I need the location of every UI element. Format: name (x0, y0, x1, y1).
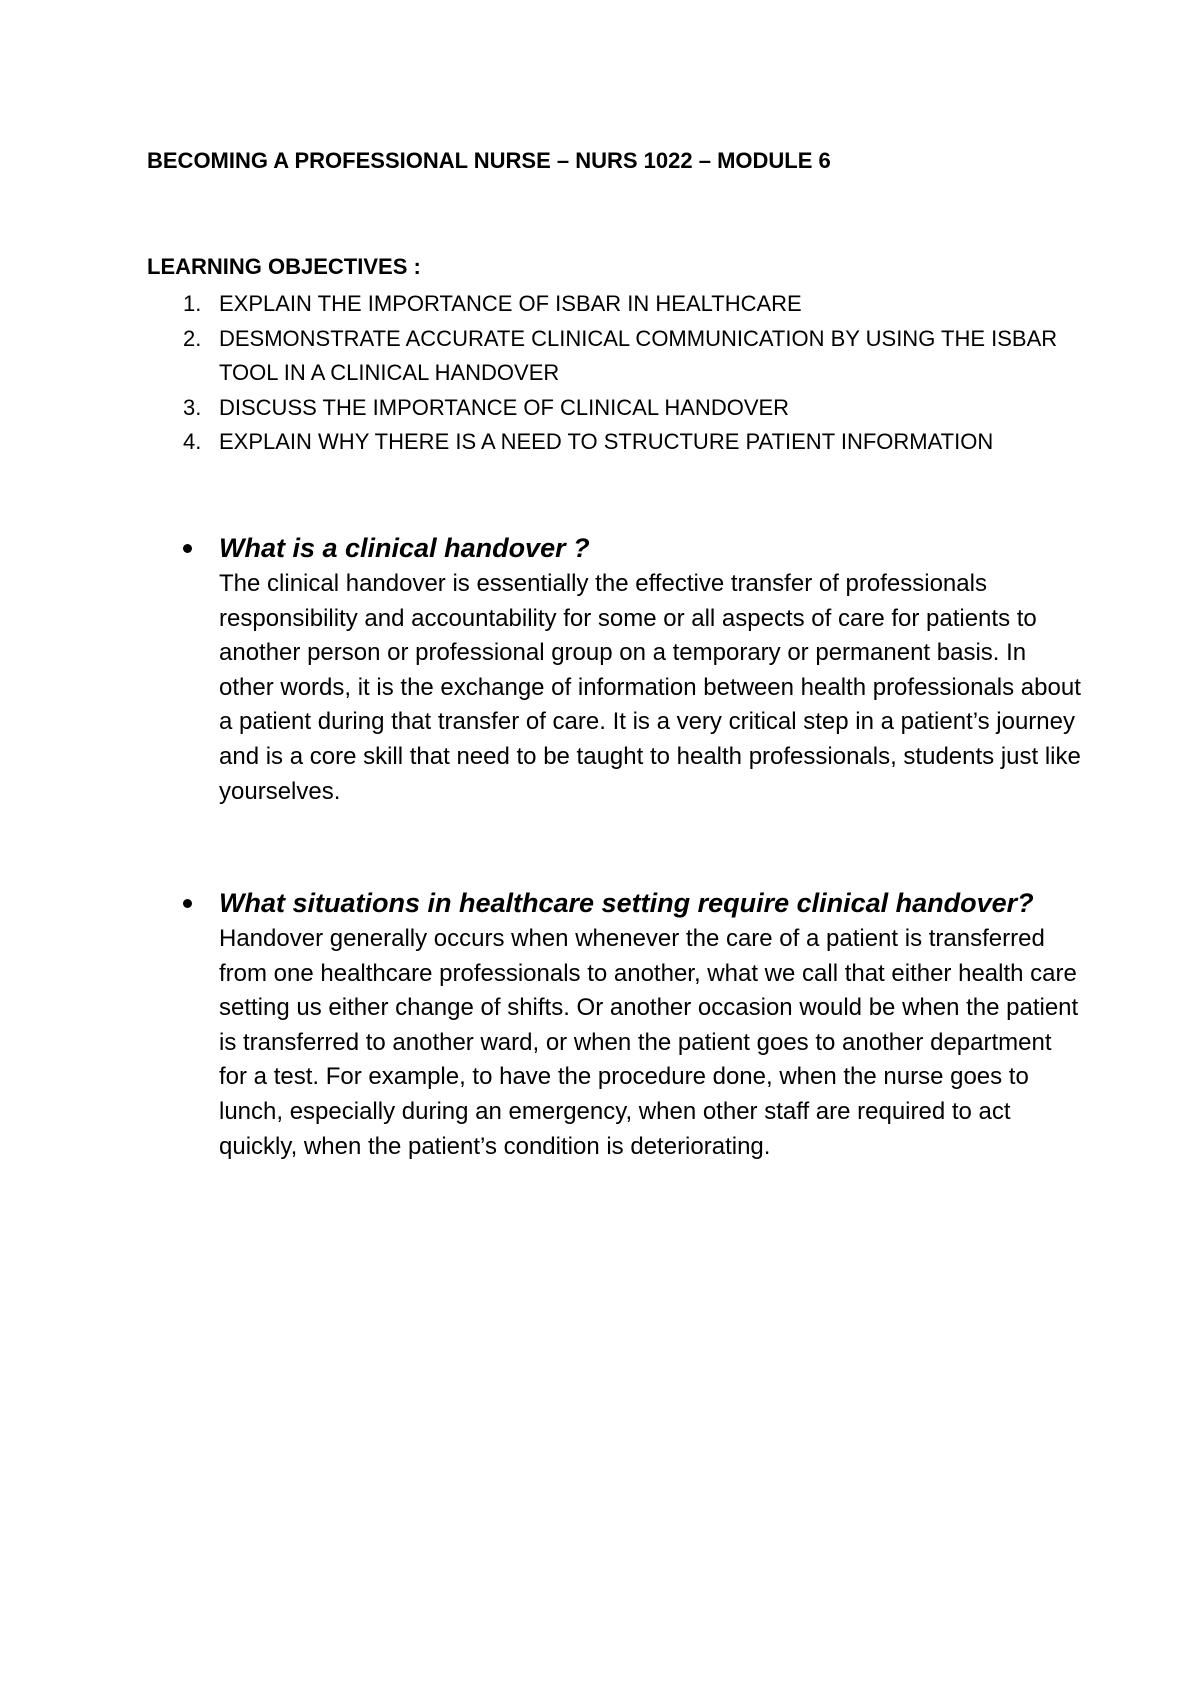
objective-text: DISCUSS THE IMPORTANCE OF CLINICAL HANDOVER (219, 394, 790, 420)
objective-item (147, 322, 1067, 391)
section-heading: What situations in healthcare setting require clinical handover? (219, 888, 1034, 918)
section-heading: What is a clinical handover ? (219, 533, 590, 563)
learning-objectives-heading: LEARNING OBJECTIVES : (147, 254, 421, 279)
objective-number: 2. (183, 325, 202, 351)
handover-situations-section (183, 885, 1083, 1164)
objective-number: 3. (183, 394, 202, 420)
objective-number: 1. (183, 291, 202, 316)
objective-item (147, 425, 1067, 460)
objective-text: EXPLAIN THE IMPORTANCE OF ISBAR IN HEALTHCARE (219, 291, 802, 316)
bullet-icon (183, 544, 192, 553)
section-body: Handover generally occurs when whenever the care of a patient is transferred from one healthcare professionals to another, what we call that either health care setting us either change of shifts. Or another occasion would be when the patient is transferred to another ward, or when the patient goes to another department for a test. For example, to have the procedure done, when the nurse goes to lunch, especially during an emergency, when other staff are required to act quickly, when the patient’s condition is deteriorating. (219, 925, 1079, 1160)
clinical-handover-section (183, 530, 1083, 809)
section-body: The clinical handover is essentially the effective transfer of professionals responsibility and accountability for some or all aspects of care for patients to another person or professional group on a temporary or permanent basis. In other words, it is the exchange of information between health professionals about a patient during that transfer of care. It is a very critical step in a patient’s journey and is a core skill that need to be taught to health professionals, students just like yourselves. (219, 570, 1081, 805)
document-title: BECOMING A PROFESSIONAL NURSE – NURS 1022 – MODULE 6 (147, 148, 831, 173)
objective-item (147, 391, 1067, 426)
learning-objectives-list (147, 287, 1067, 460)
objective-text: DESMONSTRATE ACCURATE CLINICAL COMMUNICATION BY USING THE ISBAR TOOL IN A CLINICAL HANDOVER (219, 325, 1058, 385)
objective-text: EXPLAIN WHY THERE IS A NEED TO STRUCTURE PATIENT INFORMATION (219, 429, 994, 454)
objective-number: 4. (183, 429, 202, 454)
objective-item (147, 287, 1067, 322)
bullet-icon (183, 899, 192, 908)
